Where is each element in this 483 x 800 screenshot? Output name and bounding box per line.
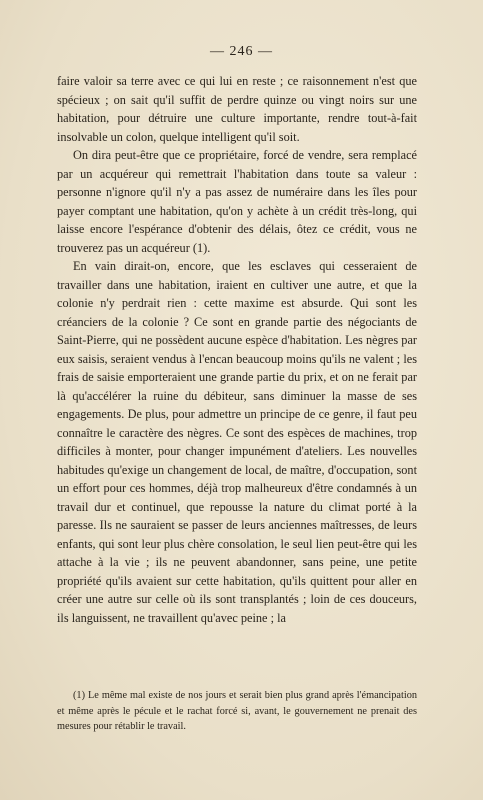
footnote-text: (1) Le même mal existe de nos jours et serait bien plus grand après l'émancipation et même après le pécule et le rachat forcé si, avant, le gouvernement ne prenait des mesures pour rétablir le travail.: [57, 690, 417, 732]
footnote: [57, 688, 417, 735]
page-number: — 246 —: [210, 44, 273, 59]
paragraph-2: On dira peut-être que ce propriétaire, forcé de vendre, sera remplacé par un acquéreur qui remettrait l'habitation dans toute sa valeur : personne n'ignore qu'il n'y a pas assez de numéraire dans les îles pour payer comptant une habitation, qu'on y achète à un crédit très-long, qui laisse encore l'espérance d'obtenir des délais, ôtez ce crédit, vous ne trouverez pas un acquéreur (1).: [57, 148, 417, 255]
paragraph-3: En vain dirait-on, encore, que les esclaves qui cesseraient de travailler dans une habitation, iraient en cultiver une autre, et que la colonie n'y perdrait rien : cette maxime est absurde. Qui sont les créanciers de la colonie ? Ce sont en grande partie des négociants de Saint-Pierre, qui ne possèdent aucune espèce d'habitation. Les nègres par eux saisis, seraient vendus à l'encan beaucoup moins qu'ils ne valent ; les frais de saisie emporteraient une grande partie du prix, et on ne ferait par là qu'accélérer la ruine du débiteur, sans diminuer la masse de ses engagements. De plus, pour admettre un principe de ce genre, il faut peu connaître le caractère des nègres. Ce sont des espèces de machines, trop difficiles à monter, pour changer impunément d'ateliers. Les nouvelles habitudes qu'exige un changement de local, de maître, d'occupation, sont un effort pour ces hommes, déjà trop malheureux d'être condamnés à un travail dur et continuel, que repousse la nature du climat porté à la paresse. Ils ne sauraient se passer de leurs anciennes maîtresses, de leurs enfants, qui sont leur plus chère consolation, le seul lien peut-être qui les attache à la vie ; ils ne peuvent abandonner, sans peine, une petite propriété qu'ils avaient sur cette habitation, qu'ils quittent pour aller en créer une autre sur celle où ils sont transplantés ; loin de ces douceurs, ils languissent, ne travaillent qu'avec peine ; la: [57, 259, 417, 625]
paragraph-1: faire valoir sa terre avec ce qui lui en reste ; ce raisonnement n'est que spécieux ; on sait qu'il suffit de perdre quinze ou vingt noirs sur une habitation, pour détruire une culture importante, rendre tout-à-fait insolvable un colon, quelque intelligent qu'il soit.: [57, 74, 417, 144]
body-text: [57, 72, 417, 627]
